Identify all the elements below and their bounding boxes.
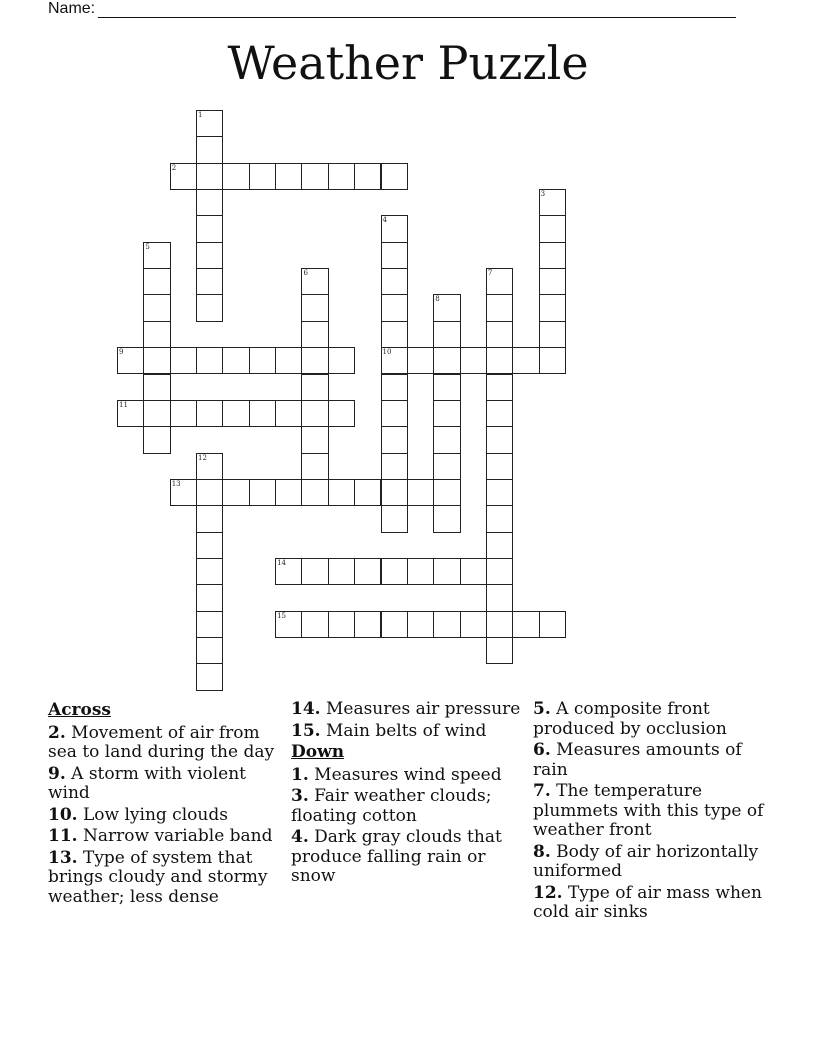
clue-text: The temperature plummets with this type of weather front — [533, 781, 764, 840]
grid-cell[interactable] — [433, 505, 460, 532]
grid-cell[interactable] — [539, 242, 566, 269]
clue-number: 6. — [533, 740, 551, 760]
grid-cell[interactable] — [222, 347, 249, 374]
clue-text: Body of air horizontally uniformed — [533, 841, 759, 881]
grid-cell[interactable] — [381, 611, 408, 638]
grid-cell[interactable] — [170, 479, 197, 506]
clue-across-11 — [48, 827, 284, 847]
clue-text: Narrow variable band — [82, 826, 273, 846]
grid-cell[interactable] — [381, 453, 408, 480]
grid-cell[interactable] — [433, 558, 460, 585]
grid-number: 15 — [277, 611, 287, 620]
grid-cell[interactable] — [407, 611, 434, 638]
grid-cell[interactable] — [381, 374, 408, 401]
grid-cell[interactable] — [433, 321, 460, 348]
grid-cell[interactable] — [143, 374, 170, 401]
grid-cell[interactable] — [381, 294, 408, 321]
grid-cell[interactable] — [143, 242, 170, 269]
grid-number: 7 — [487, 269, 493, 278]
grid-cell[interactable] — [275, 611, 302, 638]
grid-cell[interactable] — [196, 268, 223, 295]
clue-text: Type of system that brings cloudy and stormy weather; less dense — [48, 847, 268, 907]
grid-cell[interactable] — [328, 400, 355, 427]
clue-text: Movement of air from sea to land during the day — [48, 722, 275, 762]
grid-cell[interactable] — [170, 163, 197, 190]
clue-across-9 — [48, 765, 284, 804]
grid-cell[interactable] — [196, 136, 223, 163]
grid-cell[interactable] — [117, 400, 144, 427]
grid-cell[interactable] — [539, 611, 566, 638]
clue-number: 3. — [291, 786, 309, 806]
grid-cell[interactable] — [196, 611, 223, 638]
puzzle-title: Weather Puzzle — [227, 36, 589, 90]
grid-cell[interactable] — [460, 611, 487, 638]
clue-number: 9. — [48, 763, 66, 784]
grid-cell[interactable] — [143, 426, 170, 453]
grid-cell[interactable] — [196, 242, 223, 269]
grid-cell[interactable] — [433, 294, 460, 321]
clue-across-14 — [291, 700, 527, 720]
grid-cell[interactable] — [486, 268, 513, 295]
grid-cell[interactable] — [381, 426, 408, 453]
grid-cell[interactable] — [196, 453, 223, 480]
clue-text: Measures air pressure — [325, 699, 521, 719]
grid-cell[interactable] — [354, 611, 381, 638]
clue-number: 2. — [48, 722, 66, 743]
grid-cell[interactable] — [486, 453, 513, 480]
grid-cell[interactable] — [381, 215, 408, 242]
grid-cell[interactable] — [354, 558, 381, 585]
grid-cell[interactable] — [196, 505, 223, 532]
grid-cell[interactable] — [486, 505, 513, 532]
grid-cell[interactable] — [486, 558, 513, 585]
grid-cell[interactable] — [170, 347, 197, 374]
clue-text: Type of air mass when cold air sinks — [533, 882, 762, 922]
grid-cell[interactable] — [301, 347, 328, 374]
clue-number: 10. — [48, 804, 78, 825]
clue-down-1 — [291, 766, 527, 786]
grid-cell[interactable] — [249, 400, 276, 427]
grid-cell[interactable] — [381, 505, 408, 532]
grid-cell[interactable] — [486, 294, 513, 321]
clue-across-10 — [48, 806, 284, 826]
grid-cell[interactable] — [433, 374, 460, 401]
grid-cell[interactable] — [512, 611, 539, 638]
grid-cell[interactable] — [196, 347, 223, 374]
grid-cell[interactable] — [196, 663, 223, 690]
grid-cell[interactable] — [143, 400, 170, 427]
grid-cell[interactable] — [249, 163, 276, 190]
clue-column-3 — [533, 700, 773, 925]
clue-down-4 — [291, 828, 527, 887]
clue-number: 13. — [48, 847, 78, 868]
grid-cell[interactable] — [301, 611, 328, 638]
clue-down-12 — [533, 884, 773, 923]
grid-number: 4 — [382, 216, 387, 225]
grid-cell[interactable] — [381, 163, 408, 190]
grid-cell[interactable] — [117, 347, 144, 374]
grid-cell[interactable] — [381, 242, 408, 269]
grid-number: 5 — [145, 242, 150, 251]
clue-down-8 — [533, 843, 773, 882]
grid-cell[interactable] — [301, 400, 328, 427]
clue-text: A storm with violent wind — [48, 763, 247, 803]
grid-cell[interactable] — [196, 400, 223, 427]
grid-cell[interactable] — [275, 347, 302, 374]
grid-cell[interactable] — [460, 347, 487, 374]
grid-cell[interactable] — [143, 294, 170, 321]
grid-cell[interactable] — [486, 374, 513, 401]
grid-cell[interactable] — [539, 268, 566, 295]
name-label: Name: — [48, 0, 96, 17]
clue-number: 4. — [291, 827, 309, 847]
grid-cell[interactable] — [486, 532, 513, 559]
grid-number: 6 — [303, 269, 308, 278]
grid-number: 3 — [540, 190, 546, 199]
grid-cell[interactable] — [301, 163, 328, 190]
grid-number: 12 — [198, 453, 207, 462]
grid-cell[interactable] — [275, 163, 302, 190]
clue-text: Main belts of wind — [325, 720, 487, 741]
grid-cell[interactable] — [539, 321, 566, 348]
grid-cell[interactable] — [196, 637, 223, 664]
grid-cell[interactable] — [381, 479, 408, 506]
clue-down-5 — [533, 700, 773, 739]
grid-cell[interactable] — [381, 268, 408, 295]
grid-cell[interactable] — [433, 347, 460, 374]
grid-cell[interactable] — [196, 294, 223, 321]
grid-cell[interactable] — [143, 268, 170, 295]
grid-cell[interactable] — [301, 374, 328, 401]
grid-cell[interactable] — [196, 558, 223, 585]
grid-cell[interactable] — [196, 215, 223, 242]
clue-text: Measures amounts of rain — [533, 740, 742, 780]
grid-cell[interactable] — [301, 479, 328, 506]
grid-cell[interactable] — [196, 532, 223, 559]
clue-across-15 — [291, 722, 527, 742]
clue-down-7 — [533, 782, 773, 841]
grid-cell[interactable] — [486, 637, 513, 664]
grid-cell[interactable] — [539, 189, 566, 216]
down-heading: Down — [291, 742, 345, 762]
grid-cell[interactable] — [143, 321, 170, 348]
grid-cell[interactable] — [328, 479, 355, 506]
grid-number: 10 — [382, 348, 392, 357]
grid-cell[interactable] — [328, 163, 355, 190]
grid-cell[interactable] — [433, 426, 460, 453]
grid-cell[interactable] — [407, 558, 434, 585]
grid-cell[interactable] — [196, 479, 223, 506]
grid-number: 1 — [198, 111, 203, 119]
grid-cell[interactable] — [222, 163, 249, 190]
grid-cell[interactable] — [486, 321, 513, 348]
grid-cell[interactable] — [486, 584, 513, 611]
grid-cell[interactable] — [196, 163, 223, 190]
grid-cell[interactable] — [381, 321, 408, 348]
grid-cell[interactable] — [249, 479, 276, 506]
grid-cell[interactable] — [486, 400, 513, 427]
grid-cell[interactable] — [143, 347, 170, 374]
grid-cell[interactable] — [275, 479, 302, 506]
clue-down-3 — [291, 787, 527, 826]
grid-cell[interactable] — [249, 347, 276, 374]
across-heading: Across — [48, 700, 111, 720]
grid-number: 11 — [119, 400, 128, 409]
grid-cell[interactable] — [381, 558, 408, 585]
grid-cell[interactable] — [539, 347, 566, 374]
grid-cell[interactable] — [486, 611, 513, 638]
grid-cell[interactable] — [433, 453, 460, 480]
grid-number: 14 — [277, 558, 287, 567]
grid-cell[interactable] — [301, 268, 328, 295]
clue-number: 11. — [48, 826, 78, 846]
grid-cell[interactable] — [354, 479, 381, 506]
grid-cell[interactable] — [196, 584, 223, 611]
clue-text: Fair weather clouds; floating cotton — [291, 786, 492, 826]
grid-cell[interactable] — [407, 347, 434, 374]
clue-number: 5. — [533, 699, 551, 719]
clue-text: Low lying clouds — [82, 804, 228, 825]
clue-across-2 — [48, 724, 284, 763]
clue-number: 14. — [291, 699, 321, 719]
grid-number: 2 — [171, 163, 177, 172]
grid-cell[interactable] — [222, 400, 249, 427]
grid-cell[interactable] — [407, 479, 434, 506]
grid-cell[interactable] — [301, 294, 328, 321]
grid-number: 8 — [435, 295, 440, 304]
clue-number: 12. — [533, 882, 563, 903]
clue-number: 8. — [533, 841, 551, 862]
grid-cell[interactable] — [196, 110, 223, 137]
grid-cell[interactable] — [196, 189, 223, 216]
grid-number: 13 — [171, 479, 181, 488]
grid-cell[interactable] — [275, 400, 302, 427]
grid-cell[interactable] — [328, 558, 355, 585]
grid-cell[interactable] — [170, 400, 197, 427]
grid-cell[interactable] — [354, 163, 381, 190]
grid-cell[interactable] — [381, 400, 408, 427]
clue-across-13 — [48, 849, 284, 908]
grid-cell[interactable] — [539, 294, 566, 321]
grid-cell[interactable] — [328, 611, 355, 638]
clue-number: 1. — [291, 764, 309, 785]
grid-cell[interactable] — [222, 479, 249, 506]
grid-number: 9 — [119, 348, 124, 357]
clue-number: 7. — [533, 781, 551, 801]
grid-cell[interactable] — [433, 611, 460, 638]
clue-down-6 — [533, 741, 773, 780]
grid-cell[interactable] — [486, 426, 513, 453]
grid-cell[interactable] — [433, 400, 460, 427]
grid-cell[interactable] — [301, 426, 328, 453]
clue-column-1 — [48, 700, 284, 909]
grid-cell[interactable] — [433, 479, 460, 506]
grid-cell[interactable] — [486, 347, 513, 374]
grid-cell[interactable] — [328, 347, 355, 374]
clue-column-2 — [291, 700, 527, 889]
clue-number: 15. — [291, 720, 321, 741]
grid-cell[interactable] — [460, 558, 487, 585]
grid-cell[interactable] — [539, 215, 566, 242]
grid-cell[interactable] — [301, 321, 328, 348]
clue-text: Measures wind speed — [314, 764, 502, 785]
clue-text: Dark gray clouds that produce falling rain or snow — [291, 827, 502, 886]
clue-text: A composite front produced by occlusion — [533, 699, 727, 739]
grid-cell[interactable] — [275, 558, 302, 585]
grid-cell[interactable] — [486, 479, 513, 506]
grid-cell[interactable] — [381, 347, 408, 374]
grid-cell[interactable] — [512, 347, 539, 374]
grid-cell[interactable] — [301, 558, 328, 585]
grid-cell[interactable] — [301, 453, 328, 480]
